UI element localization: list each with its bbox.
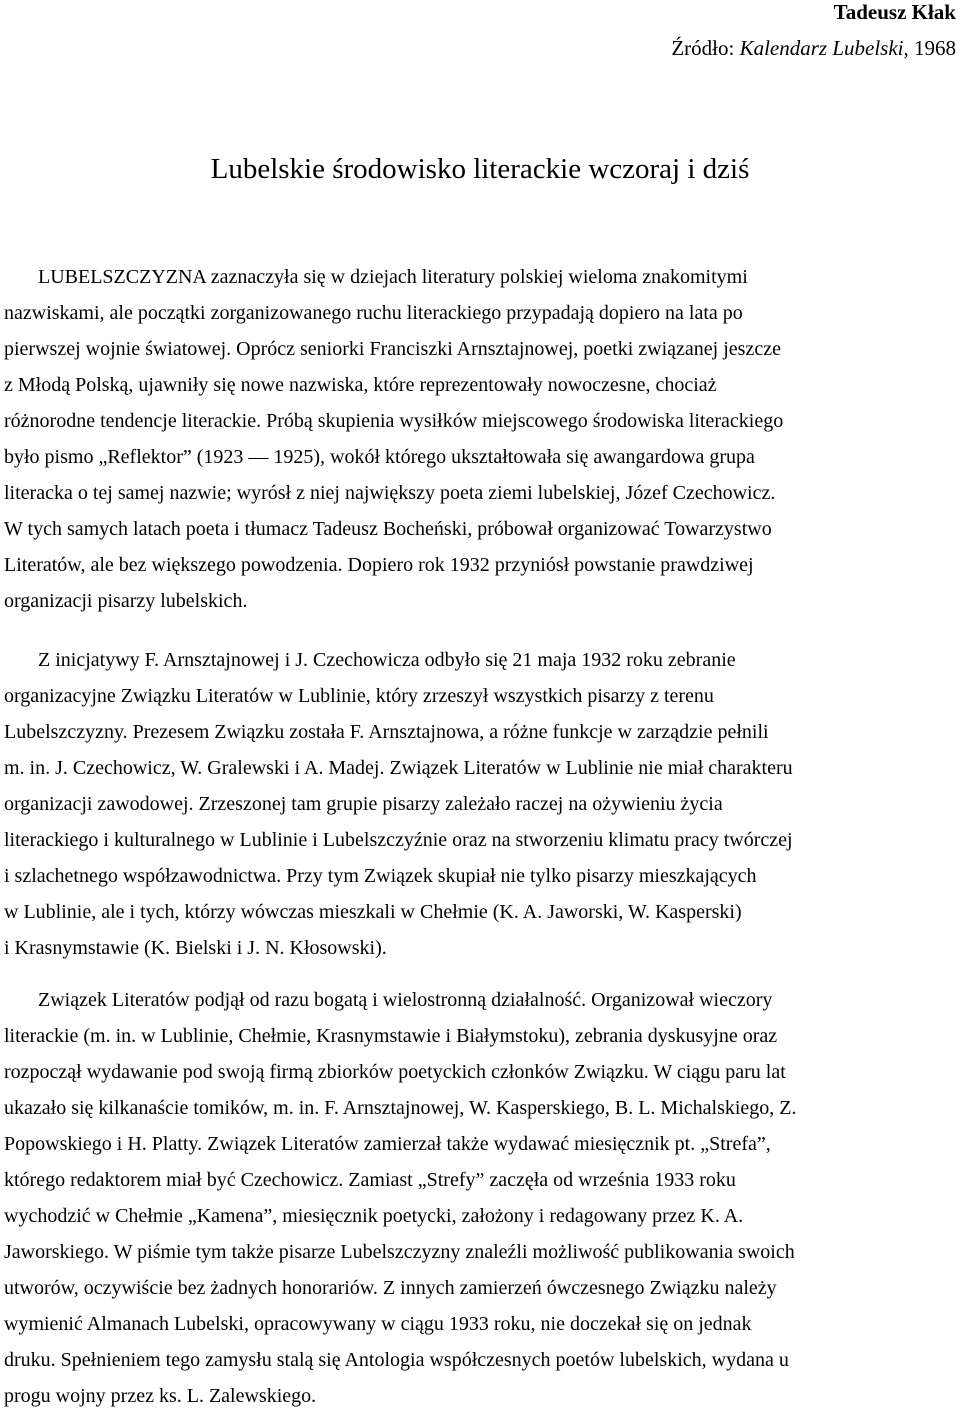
paragraph-line: Popowskiego i H. Platty. Związek Literatów zamierzał także wydawać miesięcznik pt. „Strefa”,: [4, 1133, 771, 1155]
source-suffix: , 1968: [903, 36, 956, 60]
paragraph-line: progu wojny przez ks. L. Zalewskiego.: [4, 1385, 317, 1407]
paragraph-line: ukazało się kilkanaście tomików, m. in. F. Arnsztajnowej, W. Kasperskiego, B. L. Michalskiego, Z.: [4, 1097, 797, 1119]
paragraph-line: wychodzić w Chełmie „Kamena”, miesięcznik poetycki, założony i redagowany przez K. A.: [4, 1205, 744, 1227]
paragraph-line: LUBELSZCZYZNA zaznaczyła się w dziejach literatury polskiej wieloma znakomitymi: [38, 266, 748, 288]
article-title: Lubelskie środowisko literackie wczoraj i dziś: [210, 153, 750, 185]
paragraph-line: m. in. J. Czechowicz, W. Gralewski i A. Madej. Związek Literatów w Lublinie nie miał charakteru: [4, 757, 793, 779]
paragraph-line: utworów, oczywiście bez żadnych honorariów. Z innych zamierzeń ówczesnego Związku należy: [4, 1277, 777, 1299]
paragraph-line: Lubelszczyzny. Prezesem Związku została F. Arnsztajnowa, a różne funkcje w zarządzie pełnili: [4, 721, 769, 743]
paragraph-line: którego redaktorem miał być Czechowicz. Zamiast „Strefy” zaczęła od września 1933 roku: [4, 1169, 736, 1191]
paragraph-line: i szlachetnego współzawodnictwa. Przy tym Związek skupiał nie tylko pisarzy mieszkających: [4, 865, 757, 887]
paragraph-2: [4, 642, 956, 966]
paragraph-line: było pismo „Reflektor” (1923 — 1925), wokół którego ukształtowała się awangardowa grupa: [4, 446, 755, 468]
paragraph-line: literackiego i kulturalnego w Lublinie i Lubelszczyźnie oraz na stworzeniu klimatu pracy twórczej: [4, 829, 793, 851]
paragraph-line: druku. Spełnieniem tego zamysłu stalą się Antologia współczesnych poetów lubelskich, wydana u: [4, 1349, 789, 1371]
paragraph-line: literackie (m. in. w Lublinie, Chełmie, Krasnymstawie i Białymstoku), zebrania dyskusyjne oraz: [4, 1025, 778, 1047]
source-line: [671, 35, 956, 61]
paragraph-line: organizacji zawodowej. Zrzeszonej tam grupie pisarzy zależało raczej na ożywieniu życia: [4, 793, 723, 815]
paragraph-line: Jaworskiego. W piśmie tym także pisarze Lubelszczyzny znaleźli możliwość publikowania swoich: [4, 1241, 795, 1263]
source-prefix: Źródło:: [671, 36, 740, 60]
paragraph-3: [4, 982, 956, 1414]
paragraph-line: W tych samych latach poeta i tłumacz Tadeusz Bocheński, próbował organizować Towarzystwo: [4, 518, 772, 540]
author-name: Tadeusz Kłak: [833, 0, 956, 24]
paragraph-line: Związek Literatów podjął od razu bogatą i wielostronną działalność. Organizował wieczory: [38, 989, 773, 1011]
paragraph-line: nazwiskami, ale początki zorganizowanego ruchu literackiego przypadają dopiero na lata po: [4, 302, 743, 324]
paragraph-line: Literatów, ale bez większego powodzenia. Dopiero rok 1932 przyniósł powstanie prawdziwej: [4, 554, 754, 576]
paragraph-line: organizacji pisarzy lubelskich.: [4, 590, 248, 612]
paragraph-line: wymienić Almanach Lubelski, opracowywany w ciągu 1933 roku, nie doczekał się on jednak: [4, 1313, 752, 1335]
paragraph-1: [4, 259, 956, 619]
paragraph-line: pierwszej wojnie światowej. Oprócz seniorki Franciszki Arnsztajnowej, poetki związanej jeszcze: [4, 338, 781, 360]
paragraph-line: różnorodne tendencje literackie. Próbą skupienia wysiłków miejscowego środowiska literackiego: [4, 410, 784, 432]
paragraph-line: Z inicjatywy F. Arnsztajnowej i J. Czechowicza odbyło się 21 maja 1932 roku zebranie: [38, 649, 736, 671]
paragraph-line: rozpoczął wydawanie pod swoją firmą zbiorków poetyckich członków Związku. W ciągu paru lat: [4, 1061, 786, 1083]
paragraph-line: z Młodą Polską, ujawniły się nowe nazwiska, które reprezentowały nowoczesne, chociaż: [4, 374, 717, 396]
source-title: Kalendarz Lubelski: [739, 36, 904, 60]
paragraph-line: i Krasnymstawie (K. Bielski i J. N. Kłosowski).: [4, 937, 387, 959]
paragraph-line: organizacyjne Związku Literatów w Lublinie, który zrzeszył wszystkich pisarzy z terenu: [4, 685, 714, 707]
paragraph-line: literacka o tej samej nazwie; wyrósł z niej największy poeta ziemi lubelskiej, Józef Czechowicz.: [4, 482, 776, 504]
paragraph-line: w Lublinie, ale i tych, którzy wówczas mieszkali w Chełmie (K. A. Jaworski, W. Kasperski): [4, 901, 742, 923]
